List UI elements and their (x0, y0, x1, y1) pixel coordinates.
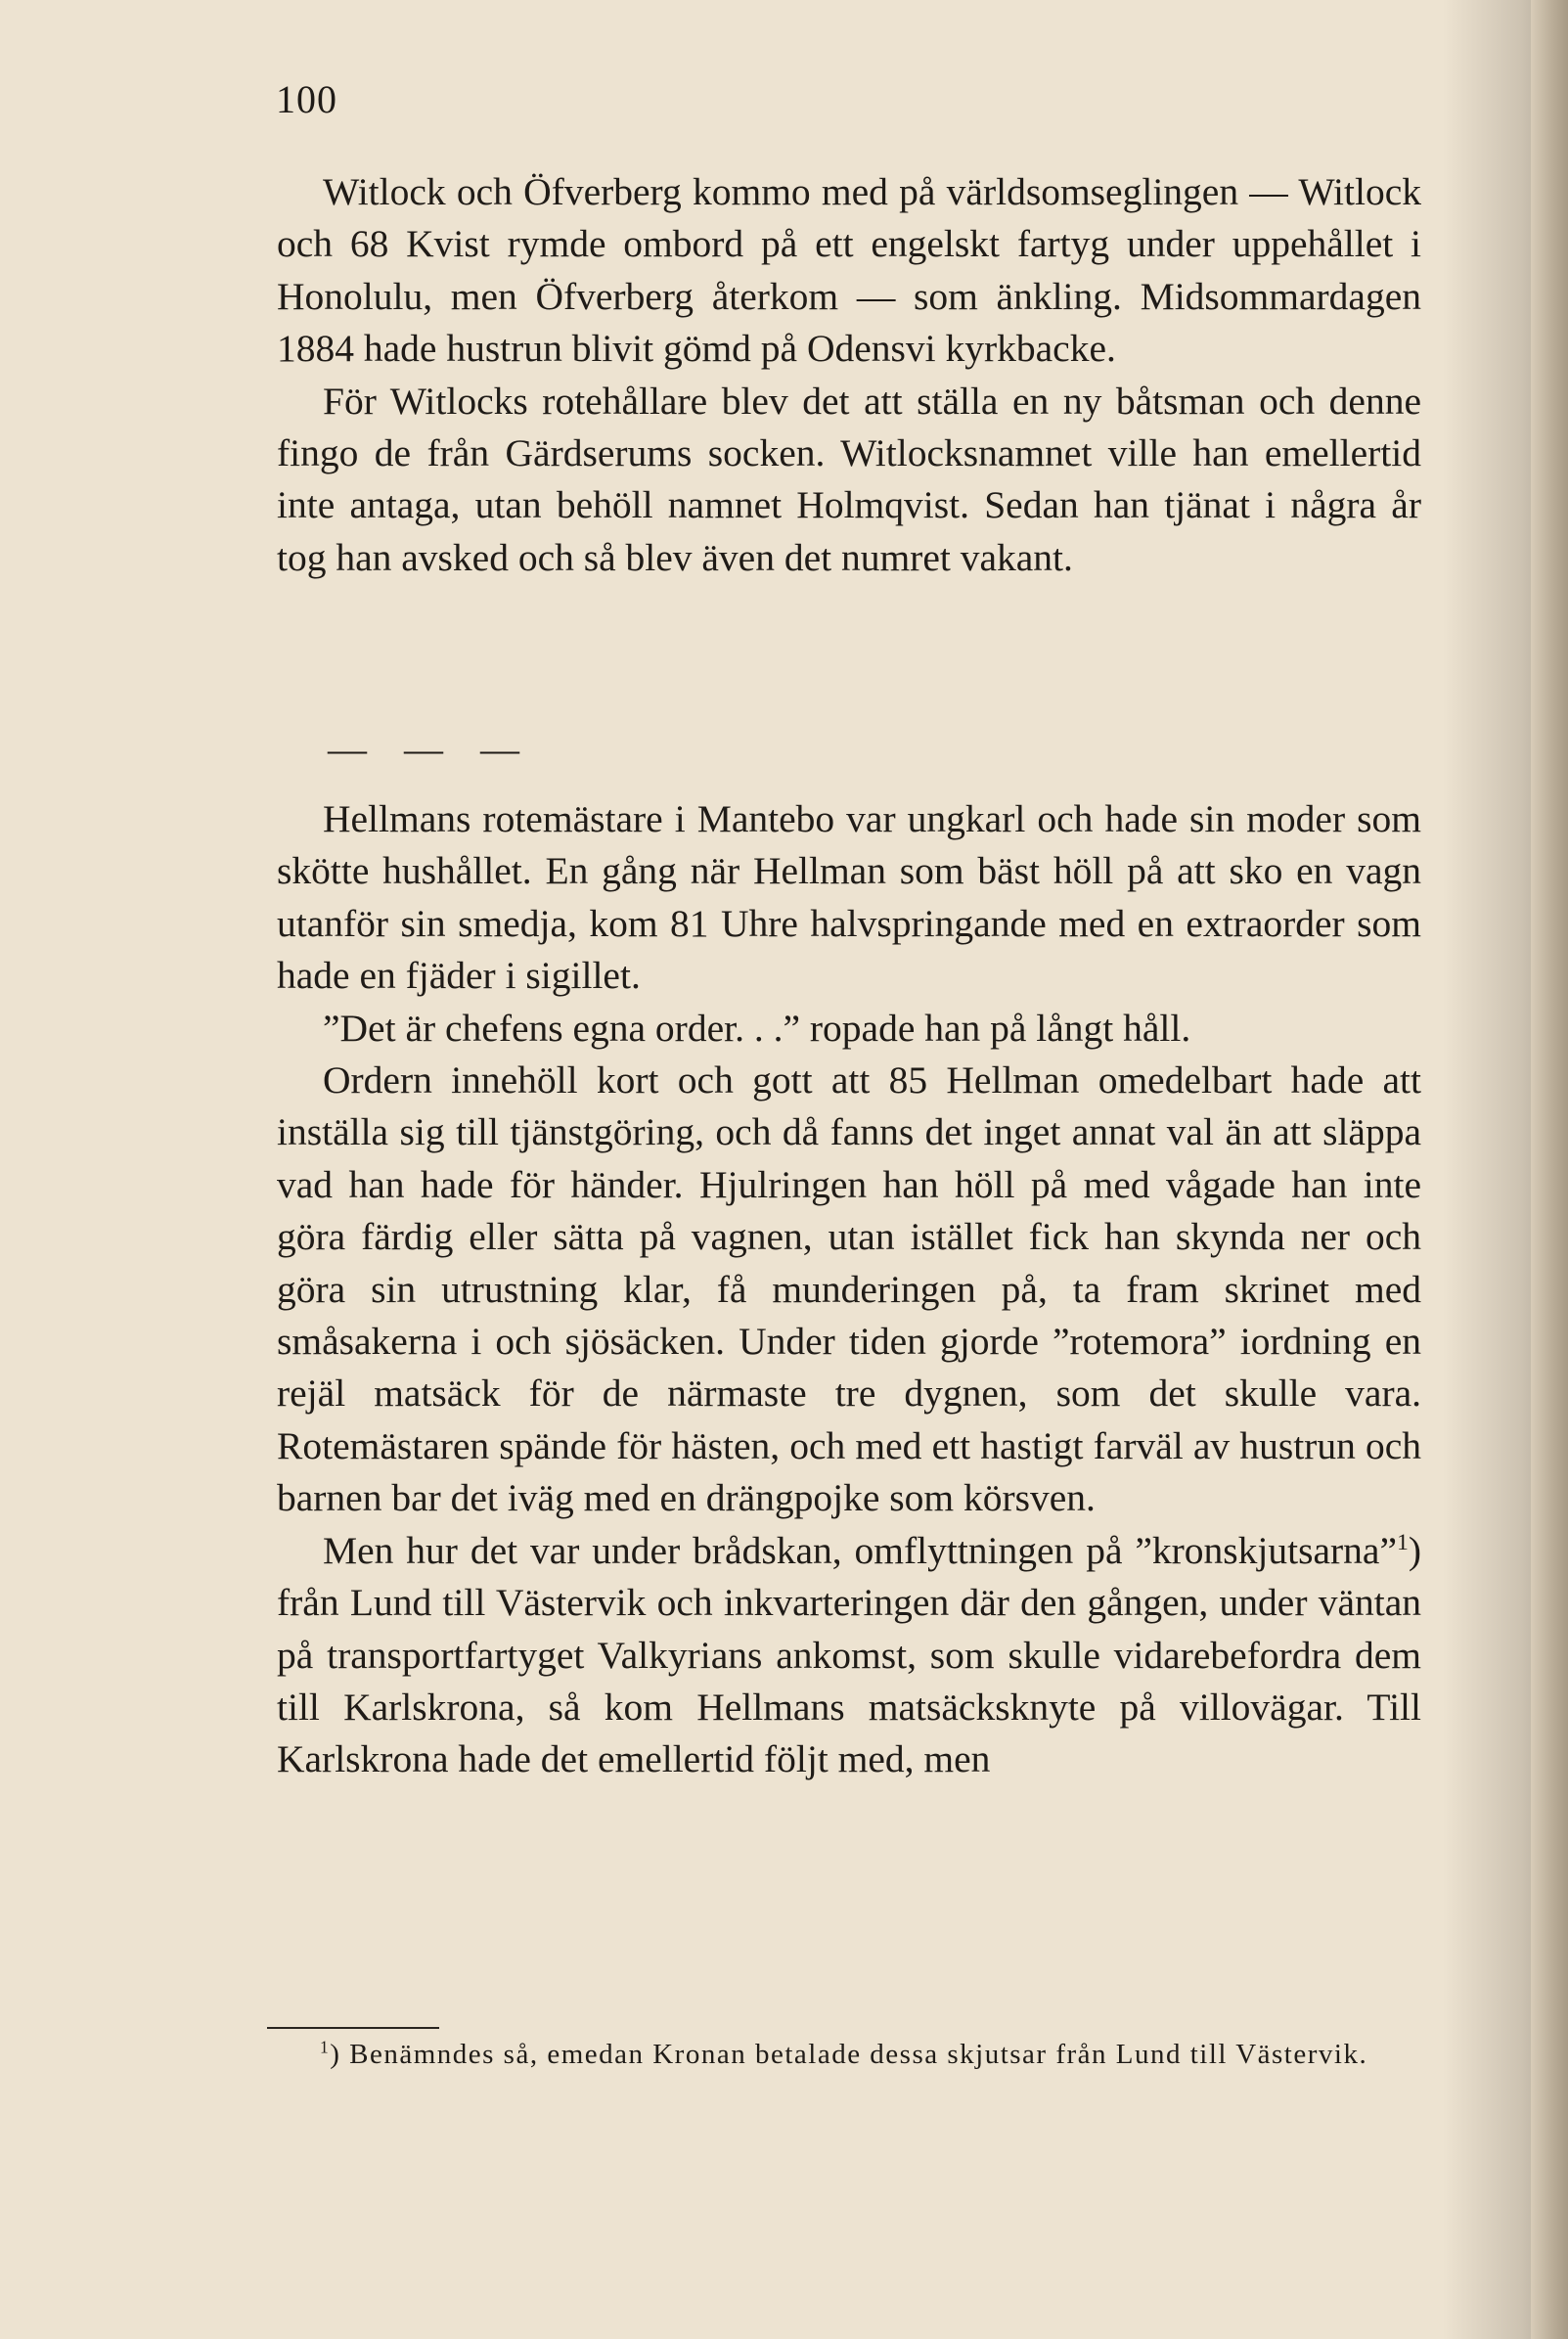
paragraph: För Witlocks rotehållare blev det att ställa en ny båtsman och denne fingo de från Gärdserums socken. Witlocksnamnet ville han emellertid inte antaga, utan behöll namnet Holmqvist. Sedan han tjänat i några år tog han avsked och så blev även det numret vakant. (277, 379, 1421, 579)
footnote (267, 2035, 1421, 2074)
section-separator: — — — (328, 727, 533, 771)
footnote-divider (267, 2027, 439, 2029)
paragraph: Hellmans rotemästare i Mantebo var ungkarl och hade sin moder som skötte hushållet. En gång när Hellman som bäst höll på att sko en vagn utanför sin smedja, kom 81 Uhre halvspringande med en extraorder som hade en fjäder i sigillet. (277, 797, 1421, 998)
paragraph: ”Det är chefens egna order. . .” ropade han på långt håll. (323, 1006, 1191, 1050)
paragraph-text: Men hur det var under brådskan, omflyttningen på ”kronskjutsarna” (323, 1528, 1397, 1572)
page-edge-shadow (1531, 0, 1568, 2339)
section-2 (277, 793, 1421, 1786)
paragraph: Witlock och Öfverberg kommo med på världsomseglingen — Witlock och 68 Kvist rymde ombord på ett engelskt fartyg under uppehållet i Honolulu, men Öfverberg återkom — som änkling. Midsommardagen 1884 hade hustrun blivit gömd på Odensvi kyrkbacke. (277, 170, 1421, 371)
paragraph: Ordern innehöll kort och gott att 85 Hellman omedelbart hade att inställa sig till tjänstgöring, och då fanns det inget annat val än att släppa vad han hade för händer. Hjulringen han höll på med vågade han inte göra färdig eller sätta på vagnen, utan istället fick han skynda ner och göra sin utrustning klar, få munderingen på, ta fram skrinet med småsakerna i och sjösäcken. Under tiden gjorde ”rotemora” iordning en rejäl matsäck för de närmaste tre dygnen, som det skulle vara. Rotemästaren spände för hästen, och med ett hastigt farväl av hustrun och barnen bar det iväg med en drängpojke som körsven. (277, 1058, 1421, 1520)
section-1 (277, 166, 1421, 584)
paragraph (277, 1525, 1421, 1786)
footnote-text: ) Benämndes så, emedan Kronan betalade dessa skjutsar från Lund till Västervik. (330, 2039, 1368, 2070)
footnote-reference: 1 (1397, 1529, 1409, 1555)
footnote-marker: 1 (320, 2037, 331, 2057)
page-number: 100 (276, 77, 337, 121)
paragraph-text: ) från Lund till Västervik och inkvarteringen där den gången, under väntan på transportfartyget Valkyrians ankomst, som skulle vidarebefordra dem till Karlskrona, så kom Hellmans matsäcksknyte på villovägar. Till Karlskrona hade det emellertid följt med, men (277, 1528, 1421, 1781)
